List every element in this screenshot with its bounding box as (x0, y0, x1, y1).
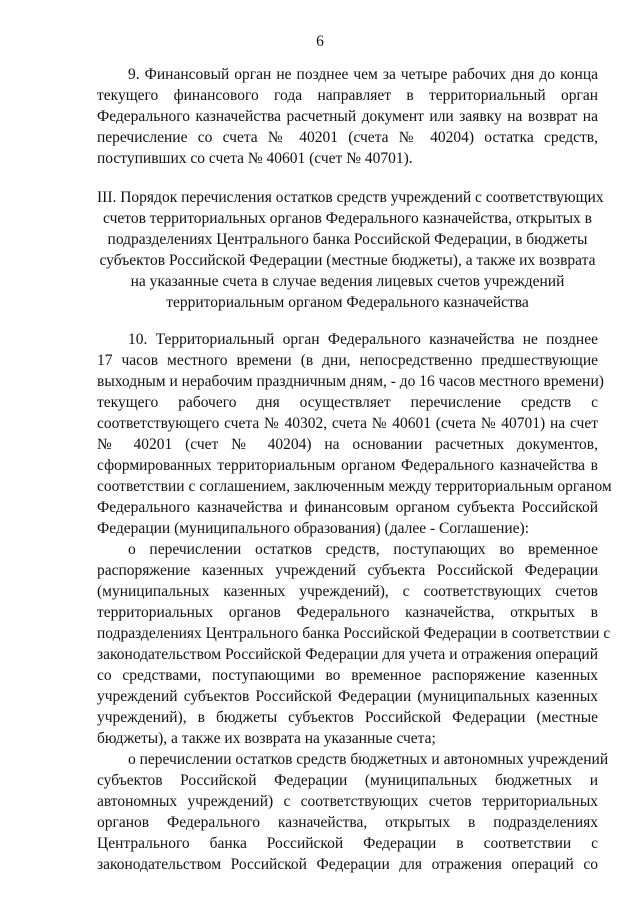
text-line: законодательством Российской Федерации для учета и отражения операций (97, 646, 598, 663)
text-line: соответствии с соглашением, заключенным между территориальным органом (97, 478, 612, 495)
text-line: поступивших со счета № 40601 (счет № 40701). (97, 150, 413, 167)
text-line: Федерации (муниципального образования) (далее - Соглашение): (97, 520, 530, 537)
text-line: о перечислении остатков средств бюджетных и автономных учреждений (128, 751, 609, 768)
text-line: (муниципальных казенных учреждений), с соответствующих счетов (97, 583, 598, 600)
text-line: о перечислении остатков средств, поступающих во временное (128, 541, 598, 558)
text-line: со средствами, поступающими во временное распоряжение казенных (97, 667, 598, 684)
text-line: субъектов Российской Федерации (муниципальных бюджетных и (97, 772, 598, 789)
heading-line: на указанные счета в случае ведения лицевых счетов учреждений (130, 273, 565, 290)
text-line: органов Федерального казначейства, открытых в подразделениях (97, 814, 598, 831)
text-line: № 40201 (счет № 40204) на основании расчетных документов, (97, 436, 598, 453)
text-line: текущего финансового года направляет в территориальный орган (97, 87, 598, 104)
heading-line: территориальным органом Федерального казначейства (166, 294, 529, 311)
text-line: 10. Территориальный орган Федерального казначейства не позднее (128, 331, 598, 348)
page-number: 6 (316, 33, 324, 50)
text-line: текущего рабочего дня осуществляет перечисление средств с (97, 394, 598, 411)
heading-line: III. Порядок перечисления остатков средств учреждений с соответствующих (97, 189, 604, 206)
text-line: автономных учреждений) с соответствующих счетов территориальных (97, 793, 598, 810)
text-line: сформированных территориальным органом Федерального казначейства в (97, 457, 598, 474)
text-line: учреждений субъектов Российской Федерации (муниципальных казенных (97, 688, 598, 705)
heading-line: подразделениях Центрального банка Российской Федерации, в бюджеты (107, 231, 588, 248)
text-line: бюджеты), а также их возврата на указанные счета; (97, 730, 436, 747)
text-line: территориальных органов Федерального казначейства, открытых в (97, 604, 598, 621)
text-line: перечисление со счета № 40201 (счета № 40204) остатка средств, (97, 129, 598, 146)
heading-line: субъектов Российской Федерации (местные бюджеты), а также их возврата (99, 252, 596, 269)
text-line: выходным и нерабочим праздничным дням, - до 16 часов местного времени) (97, 373, 604, 390)
text-line: 9. Финансовый орган не позднее чем за четыре рабочих дня до конца (128, 66, 598, 83)
text-line: Центрального банка Российской Федерации в соответствии с (97, 835, 598, 852)
text-line: законодательством Российской Федерации для отражения операций со (97, 856, 598, 873)
text-line: соответствующего счета № 40302, счета № 40601 (счета № 40701) на счет (97, 415, 598, 432)
text-line: Федерального казначейства и финансовым органом субъекта Российской (97, 499, 598, 516)
text-line: 17 часов местного времени (в дни, непосредственно предшествующие (97, 352, 598, 369)
text-line: Федерального казначейства расчетный документ или заявку на возврат на (97, 108, 598, 125)
text-line: подразделениях Центрального банка Российской Федерации в соответствии с (97, 625, 611, 642)
text-line: учреждений), в бюджеты субъектов Российской Федерации (местные (97, 709, 598, 726)
heading-line: счетов территориальных органов Федерального казначейства, открытых в (103, 210, 592, 227)
text-line: распоряжение казенных учреждений субъекта Российской Федерации (97, 562, 598, 579)
